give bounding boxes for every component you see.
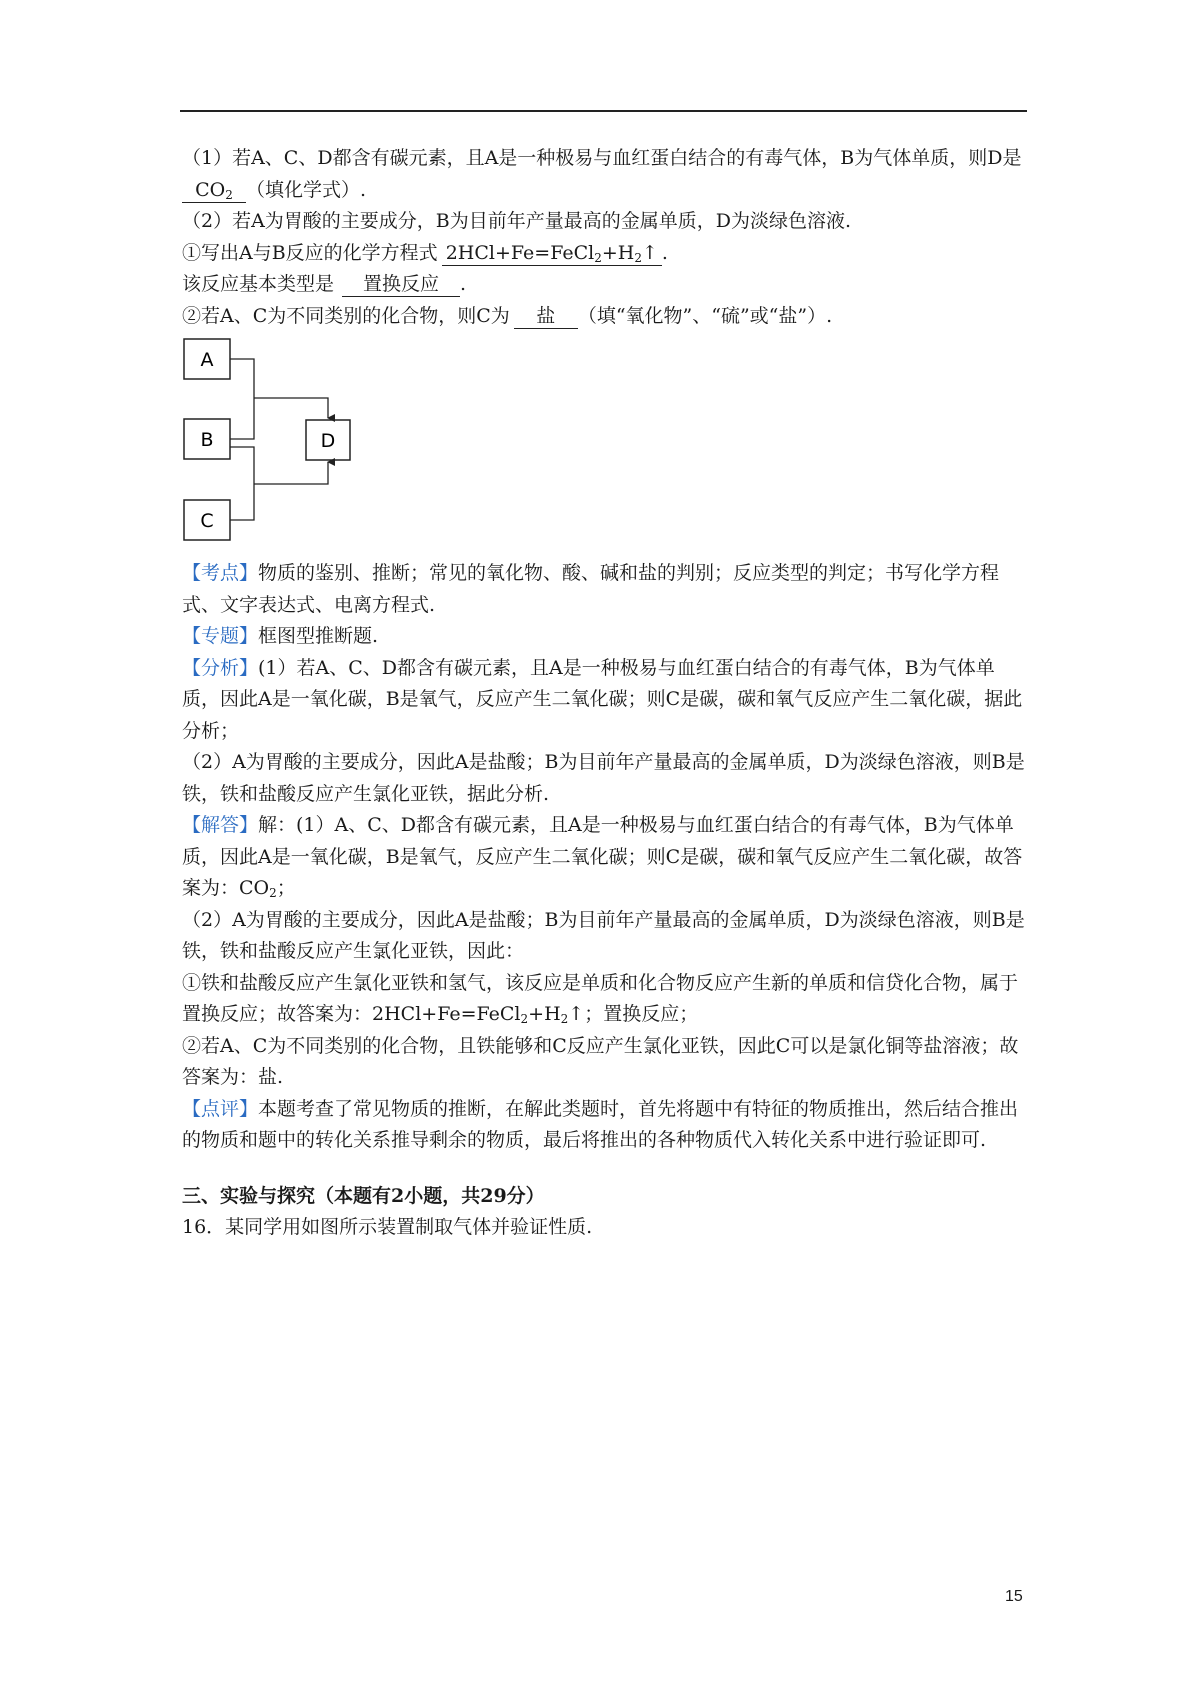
- q2-sub2-text: ②若A、C为不同类别的化合物，则C为: [182, 304, 510, 327]
- connector-ab: [230, 359, 254, 439]
- jieda-sub-3b: 2: [560, 1012, 569, 1026]
- q2-equation-answer: [442, 241, 662, 266]
- fenxi-paragraph-2: （2）A为胃酸的主要成分，因此A是盐酸；B为目前年产量最高的金属单质，D为淡绿色溶液，则B是铁，铁和盐酸反应产生氯化亚铁，据此分析.: [182, 751, 1025, 805]
- label-d: D: [320, 430, 336, 452]
- q2-sub1-text: ①写出A与B反应的化学方程式: [182, 241, 438, 264]
- jieda-mid-3: +H: [528, 1003, 561, 1025]
- jieda-paragraph-3: [182, 968, 1027, 1031]
- arrow-bc-to-d: [254, 462, 328, 484]
- reaction-diagram: [182, 336, 1027, 552]
- q1-answer-base: CO: [195, 178, 226, 201]
- kaodian-text: 物质的鉴别、推断；常见的氧化物、酸、碱和盐的判别；反应类型的判定；书写化学方程式、文字表达式、电离方程式.: [182, 562, 1000, 616]
- label-c: C: [200, 510, 214, 532]
- eq-part-b: +H: [601, 241, 635, 264]
- fenxi-paragraph-1: [182, 653, 1027, 748]
- dianping-text: 本题考查了常见物质的推断，在解此类题时，首先将题中有特征的物质推出，然后结合推出的物质和题中的转化关系推导剩余的物质，最后将推出的各种物质代入转化关系中进行验证即可.: [182, 1097, 1019, 1151]
- q2-type-post: .: [460, 273, 467, 295]
- fenxi-tag: 【分析】: [182, 656, 259, 679]
- dianping-tag: 【点评】: [182, 1097, 259, 1120]
- label-a: A: [200, 349, 214, 371]
- arrow-ab-to-d: [254, 398, 328, 418]
- q1-answer-sub: 2: [225, 187, 233, 202]
- jieda-sub-3a: 2: [520, 1012, 529, 1026]
- q2-sub2-post: （填“氧化物”、“硫”或“盐”）.: [577, 304, 833, 327]
- question-16: 16．某同学用如图所示装置制取气体并验证性质.: [182, 1216, 593, 1238]
- jieda-sub-1: 2: [269, 886, 277, 900]
- q2-intro: （2）若A为胃酸的主要成分，B为目前年产量最高的金属单质，D为淡绿色溶液.: [182, 210, 852, 232]
- eq-part-c: ↑: [641, 241, 658, 264]
- q1-answer: [182, 178, 246, 203]
- dianping-paragraph: [182, 1094, 1027, 1157]
- q2-type-answer: 置换反应: [342, 272, 460, 297]
- zhuanti-paragraph: [182, 621, 1027, 653]
- q2-sub1-post: .: [661, 241, 668, 264]
- q2-type-text: 该反应基本类型是: [182, 273, 335, 295]
- label-b: B: [200, 429, 214, 451]
- kaodian-tag: 【考点】: [182, 562, 259, 584]
- q2-sub2: [182, 301, 1027, 333]
- section-3-title: 三、实验与探究（本题有2小题，共29分）: [182, 1184, 545, 1207]
- jieda-end-3: ↑；置换反应；: [568, 1003, 699, 1025]
- q1-text: （1）若A、C、D都含有碳元素，且A是一种极易与血红蛋白结合的有毒气体，B为气体单质，则D是: [182, 147, 1022, 169]
- jieda-paragraph-1: [182, 810, 1027, 905]
- fenxi-text-1: (1）若A、C、D都含有碳元素，且A是一种极易与血红蛋白结合的有毒气体，B为气体单质，因此A是一氧化碳，B是氧气，反应产生二氧化碳；则C是碳，碳和氧气反应产生二氧化碳，据此分析；: [182, 656, 1023, 742]
- eq-part-a: 2HCl+Fe=FeCl: [445, 241, 595, 264]
- eq-sub1: 2: [594, 250, 602, 265]
- kaodian-paragraph: [182, 558, 1027, 621]
- zhuanti-text: 框图型推断题.: [258, 625, 379, 647]
- page-content: [182, 143, 1027, 1244]
- jieda-tag: 【解答】: [182, 814, 259, 836]
- q2-sub2-answer: 盐: [514, 304, 578, 329]
- eq-sub2: 2: [634, 250, 642, 265]
- jieda-paragraph-4: ②若A、C为不同类别的化合物，且铁能够和C反应产生氯化亚铁，因此C可以是氯化铜等盐溶液；故答案为：盐.: [182, 1034, 1019, 1088]
- jieda-text-1: 解：(1）A、C、D都含有碳元素，且A是一种极易与血红蛋白结合的有毒气体，B为气体单质，因此A是一氧化碳，B是氧气，反应产生二氧化碳；则C是碳，碳和氧气反应产生二氧化碳，故答案为：CO: [182, 814, 1023, 899]
- q1-post: （填化学式）.: [246, 178, 367, 201]
- jieda-paragraph-2: （2）A为胃酸的主要成分，因此A是盐酸；B为目前年产量最高的金属单质，D为淡绿色溶液，则B是铁，铁和盐酸反应产生氯化亚铁，因此：: [182, 908, 1025, 962]
- header-rule: [180, 110, 1027, 112]
- zhuanti-tag: 【专题】: [182, 625, 259, 647]
- connector-bc: [230, 447, 254, 520]
- q2-type: [182, 269, 1027, 301]
- page-number: 15: [1005, 1588, 1023, 1605]
- diagram-svg: [182, 336, 382, 552]
- jieda-end-1: ；: [276, 877, 296, 899]
- q1-paragraph: [182, 143, 1027, 206]
- q2-sub1: [182, 238, 1027, 270]
- jieda-text-3: ①铁和盐酸反应产生氯化亚铁和氢气，该反应是单质和化合物反应产生新的单质和信贷化合物，属于置换反应；故答案为：2HCl+Fe=FeCl: [182, 971, 1019, 1025]
